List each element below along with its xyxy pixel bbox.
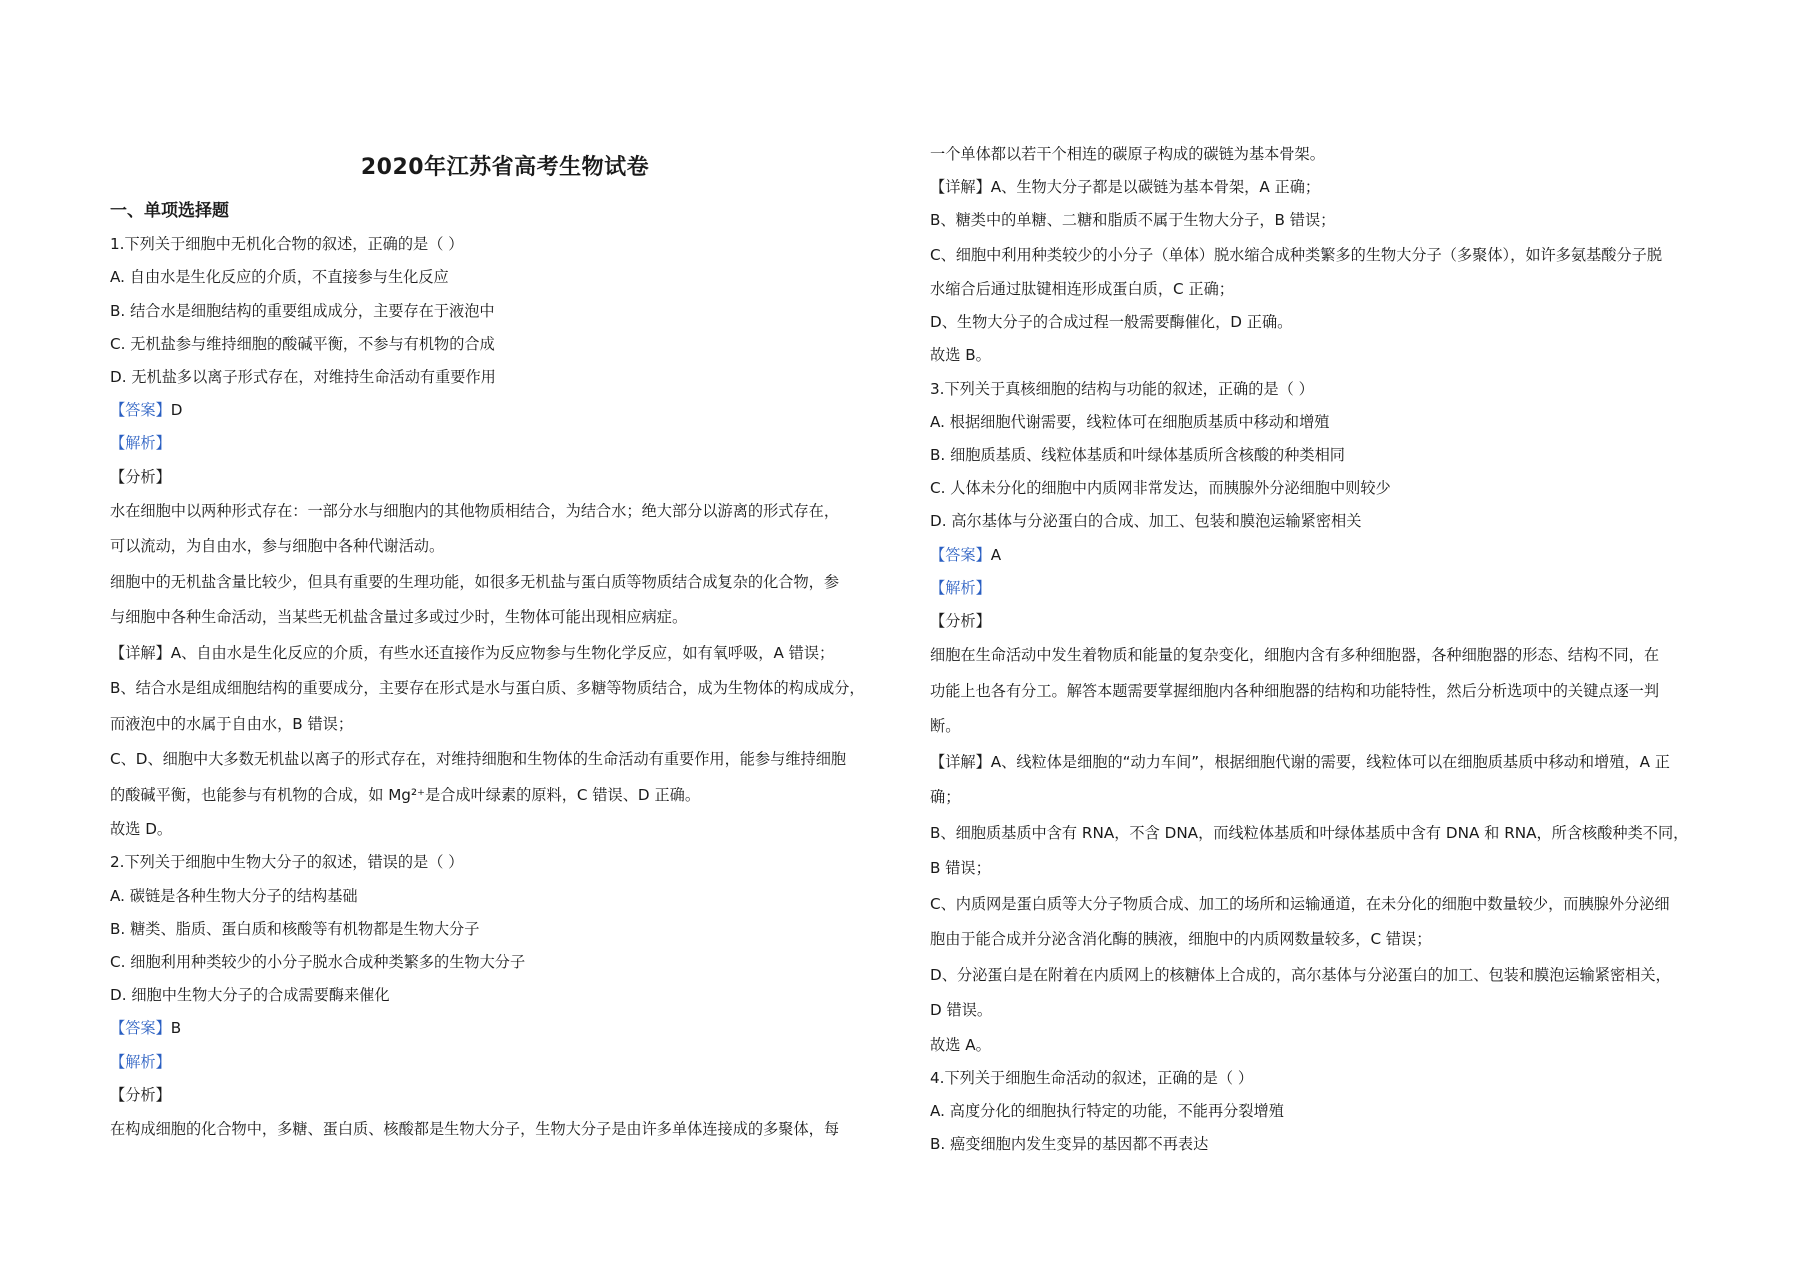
line-text: B. 癌变细胞内发生变异的基因都不再表达 (930, 1135, 1209, 1154)
left-column-lines (110, 195, 900, 1147)
text-line (110, 565, 900, 601)
text-line (110, 261, 900, 294)
line-text: D 错误。 (930, 1001, 993, 1020)
line-text: 2.下列关于细胞中生物大分子的叙述，错误的是（ ） (110, 853, 464, 872)
line-text: C. 人体未分化的细胞中内质网非常发达，而胰腺外分泌细胞中则较少 (930, 479, 1391, 498)
text-line (110, 328, 900, 361)
line-text: D、分泌蛋白是在附着在内质网上的核糖体上合成的，高尔基体与分泌蛋白的加工、包装和膜泡运输紧密相关， (930, 965, 1671, 984)
text-line (110, 361, 900, 394)
text-line (930, 605, 1720, 638)
line-text: D (170, 401, 183, 420)
line-text: C. 无机盐参与维持细胞的酸碱平衡，不参与有机物的合成 (110, 334, 495, 353)
line-text: B、糖类中的单糖、二糖和脂质不属于生物大分子，B 错误； (930, 211, 1336, 230)
line-text: A. 根据细胞代谢需要，线粒体可在细胞质基质中移动和增殖 (930, 412, 1330, 431)
text-line (930, 887, 1720, 923)
line-text: B、细胞质基质中含有 RNA，不含 DNA，而线粒体基质和叶绿体基质中含有 DNA 和 RNA，所含核酸种类不同， (930, 823, 1689, 842)
text-line (110, 846, 900, 879)
line-text: C、细胞中利用种类较少的小分子（单体）脱水缩合成种类繁多的生物大分子（多聚体），如许多氨基酸分子脱 (930, 245, 1663, 264)
line-text: A. 高度分化的细胞执行特定的功能，不能再分裂增殖 (930, 1102, 1284, 1120)
line-text: A. 自由水是生化反应的介质，不直接参与生化反应 (110, 268, 449, 287)
line-text: A. 碳链是各种生物大分子的结构基础 (110, 886, 358, 905)
line-text: 而液泡中的水属于自由水，B 错误； (110, 714, 354, 733)
line-text: 1.下列关于细胞中无机化合物的叙述，正确的是（ ） (110, 235, 464, 254)
text-line (110, 1079, 900, 1112)
text-line (930, 1029, 1720, 1062)
text-line (110, 979, 900, 1012)
text-line (930, 922, 1720, 958)
text-line (110, 1112, 900, 1148)
line-text: 细胞在生命活动中发生着物质和能量的复杂变化，细胞内含有多种细胞器，各种细胞器的形态、结构不同，在 (930, 646, 1659, 665)
text-line (930, 406, 1720, 439)
text-line (930, 816, 1720, 852)
line-text: B. 结合水是细胞结构的重要组成成分，主要存在于液泡中 (110, 301, 495, 320)
line-text: 3.下列关于真核细胞的结构与功能的叙述，正确的是（ ） (930, 379, 1314, 398)
line-text: 细胞中的无机盐含量比较少，但具有重要的生理功能，如很多无机盐与蛋白质等物质结合成复杂的化合物，参 (110, 572, 839, 591)
line-text: 一、单项选择题 (110, 201, 229, 221)
line-text: D. 高尔基体与分泌蛋白的合成、加工、包装和膜泡运输紧密相关 (930, 512, 1362, 531)
line-text: 与细胞中各种生命活动，当某些无机盐含量过多或过少时，生物体可能出现相应病症。 (110, 608, 688, 627)
answer-tag: 【答案】 (110, 401, 171, 420)
text-line (930, 539, 1720, 572)
text-line (930, 1128, 1720, 1161)
line-text: 功能上也各有分工。解答本题需要掌握细胞内各种细胞器的结构和功能特性，然后分析选项中的关键点逐一判 (930, 681, 1659, 700)
text-line (110, 742, 900, 778)
line-text: 【详解】A、生物大分子都是以碳链为基本骨架，A 正确； (930, 178, 1321, 197)
text-line (110, 636, 900, 672)
answer-tag: 【解析】 (930, 578, 991, 597)
text-line (110, 946, 900, 979)
text-line (110, 600, 900, 636)
text-line (930, 638, 1720, 674)
text-line (930, 204, 1720, 237)
text-line (110, 295, 900, 328)
text-line (110, 1046, 900, 1079)
line-text: 的酸碱平衡，也能参与有机物的合成，如 Mg²⁺是合成叶绿素的原料，C 错误、D 正确。 (110, 785, 701, 804)
text-line (930, 1062, 1720, 1095)
text-line (930, 171, 1720, 204)
line-text: 可以流动，为自由水，参与细胞中各种代谢活动。 (110, 537, 445, 556)
text-line (110, 228, 900, 261)
text-line (110, 461, 900, 494)
text-line (930, 851, 1720, 887)
line-text: 【分析】 (110, 467, 171, 486)
line-text: B 错误； (930, 859, 991, 878)
line-text: 故选 B。 (930, 346, 991, 365)
text-line (930, 674, 1720, 710)
answer-tag: 【答案】 (930, 545, 991, 564)
line-text: 断。 (930, 717, 961, 736)
page-title: 2020年江苏省高考生物试卷 (360, 155, 650, 180)
line-text: 故选 A。 (930, 1035, 991, 1054)
text-line (110, 427, 900, 460)
text-line (110, 778, 900, 814)
answer-tag: 【答案】 (110, 1019, 171, 1038)
line-text: 确； (930, 788, 961, 807)
right-column-lines (930, 138, 1720, 1161)
line-text: 在构成细胞的化合物中，多糖、蛋白质、核酸都是生物大分子，生物大分子是由许多单体连接成的多聚体，每 (110, 1119, 839, 1138)
text-line (110, 671, 900, 707)
text-line (110, 913, 900, 946)
line-text: B、结合水是组成细胞结构的重要成分，主要存在形式是水与蛋白质、多糖等物质结合，成为生物体的构成成分， (110, 679, 865, 698)
line-text: 一个单体都以若干个相连的碳原子构成的碳链为基本骨架。 (930, 145, 1325, 163)
answer-tag: 【解析】 (110, 434, 171, 453)
line-text: B. 细胞质基质、线粒体基质和叶绿体基质所含核酸的种类相同 (930, 446, 1345, 464)
line-text: D、生物大分子的合成过程一般需要酶催化，D 正确。 (930, 313, 1293, 332)
line-text: 故选 D。 (110, 820, 173, 839)
line-text: 【详解】A、线粒体是细胞的“动力车间”，根据细胞代谢的需要，线粒体可以在细胞质基质中移动和增殖，A 正 (930, 752, 1670, 771)
line-text: C、D、细胞中大多数无机盐以离子的形式存在，对维持细胞和生物体的生命活动有重要作用，能参与维持细胞 (110, 750, 847, 769)
line-text: C. 细胞利用种类较少的小分子脱水合成种类繁多的生物大分子 (110, 952, 526, 971)
text-line (110, 494, 900, 530)
line-text: 水在细胞中以两种形式存在：一部分水与细胞内的其他物质相结合，为结合水；绝大部分以游离的形式存在， (110, 501, 839, 520)
text-line (930, 709, 1720, 745)
line-text: C、内质网是蛋白质等大分子物质合成、加工的场所和运输通道，在未分化的细胞中数量较少，而胰腺外分泌细 (930, 894, 1670, 913)
text-line (930, 472, 1720, 505)
line-text: D. 无机盐多以离子形式存在，对维持生命活动有重要作用 (110, 367, 496, 386)
line-text: D. 细胞中生物大分子的合成需要酶来催化 (110, 986, 390, 1005)
text-line (110, 813, 900, 846)
text-line (930, 780, 1720, 816)
text-line (110, 1012, 900, 1045)
line-text: B. 糖类、脂质、蛋白质和核酸等有机物都是生物大分子 (110, 919, 480, 938)
line-text: B (170, 1019, 182, 1038)
text-line (930, 505, 1720, 538)
text-line (930, 373, 1720, 406)
line-text: 【分析】 (930, 611, 991, 630)
text-line (110, 394, 900, 427)
line-text: 【详解】A、自由水是生化反应的介质，有些水还直接作为反应物参与生物化学反应，如有氧呼吸，A 错误； (110, 643, 835, 662)
text-line (930, 439, 1720, 472)
text-line (930, 993, 1720, 1029)
text-line (110, 529, 900, 565)
text-line (930, 138, 1720, 171)
text-line (930, 745, 1720, 781)
line-text: A (990, 545, 1002, 564)
text-line (110, 707, 900, 743)
answer-tag: 【解析】 (110, 1052, 171, 1071)
text-line (930, 1095, 1720, 1128)
line-text: 水缩合后通过肽键相连形成蛋白质，C 正确； (930, 280, 1234, 299)
text-line (930, 273, 1720, 306)
line-text: 【分析】 (110, 1085, 171, 1104)
text-line (930, 958, 1720, 994)
section-heading (110, 195, 900, 228)
text-line (930, 306, 1720, 339)
line-text: 胞由于能合成并分泌含消化酶的胰液，细胞中的内质网数量较多，C 错误； (930, 930, 1432, 949)
text-line (930, 238, 1720, 274)
text-line (110, 880, 900, 913)
line-text: 4.下列关于细胞生命活动的叙述，正确的是（ ） (930, 1068, 1254, 1087)
text-line (930, 339, 1720, 372)
text-line (930, 572, 1720, 605)
